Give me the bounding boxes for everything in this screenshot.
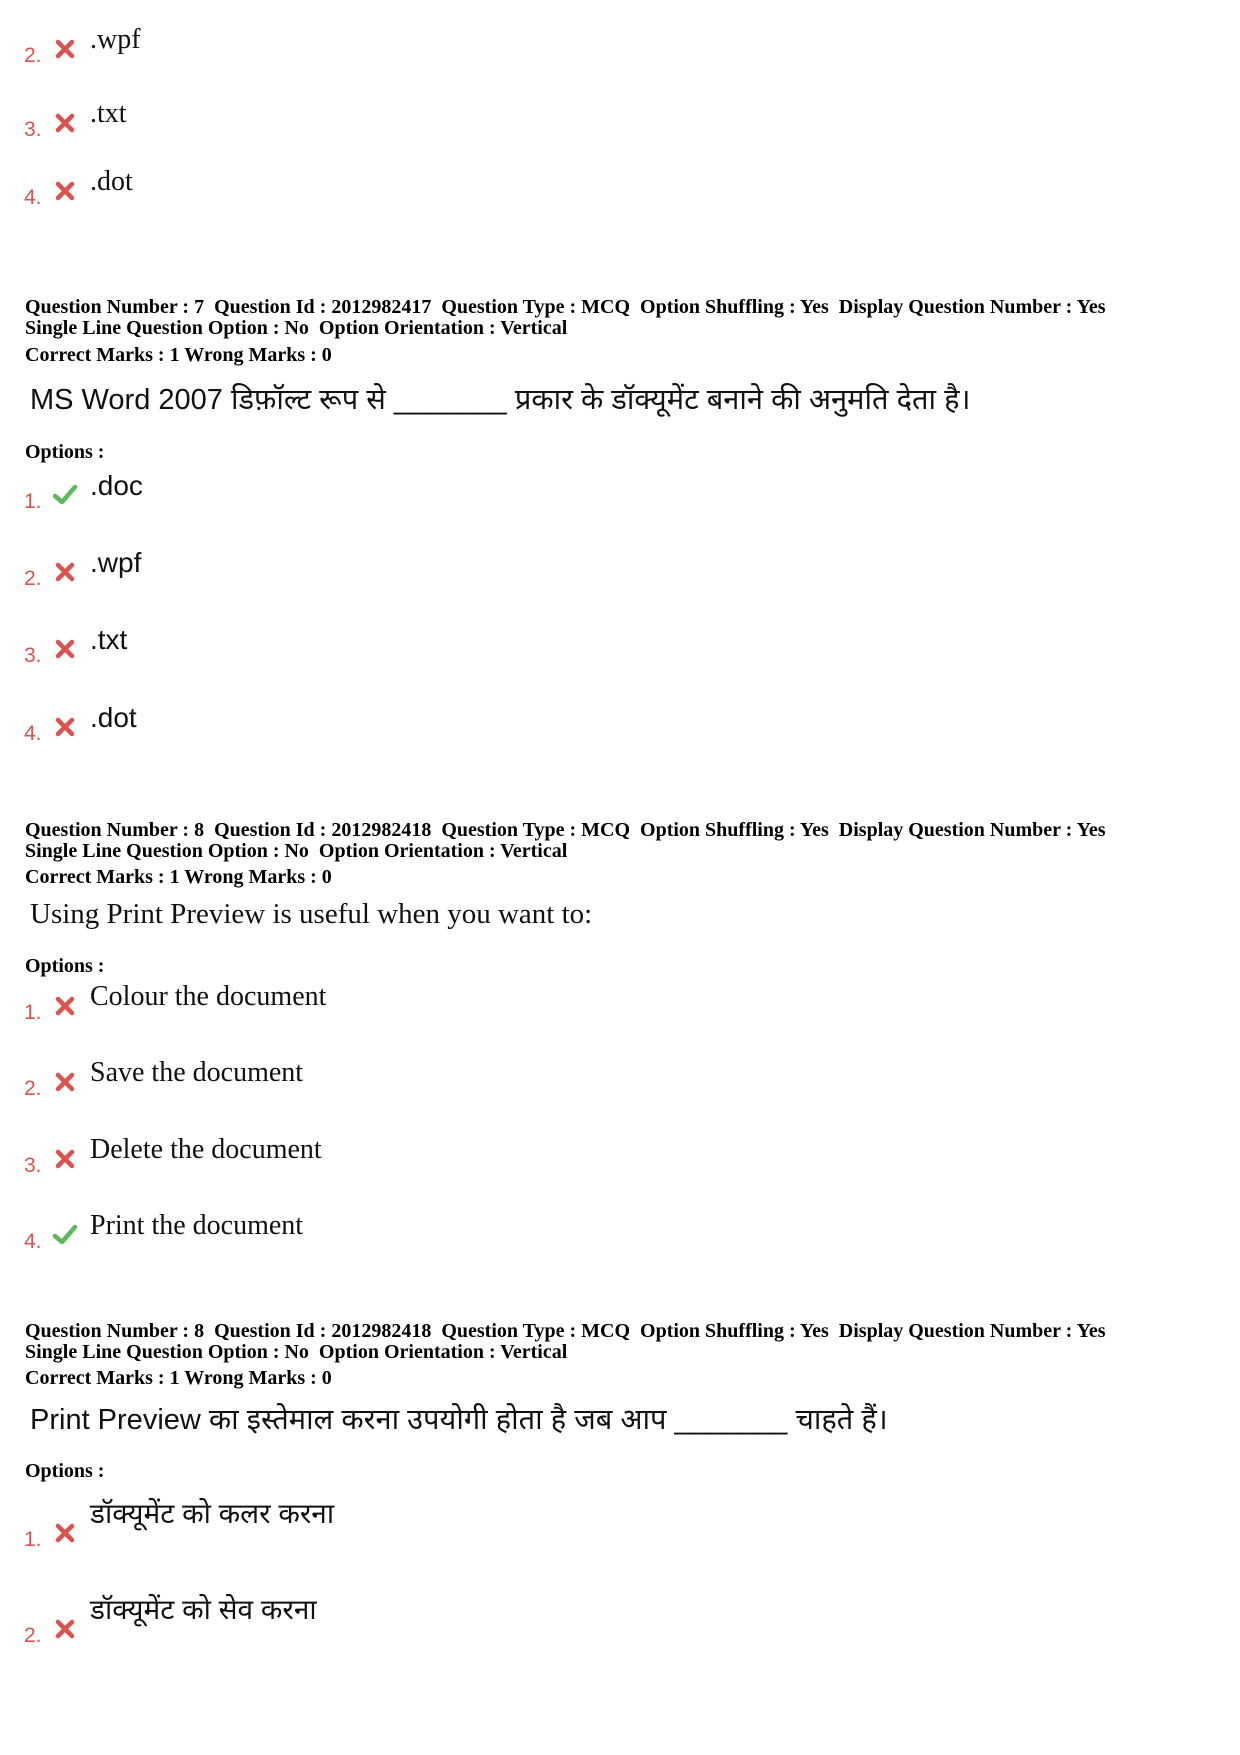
option-text: .txt — [90, 624, 128, 655]
option-text: .doc — [90, 470, 143, 501]
option-number: 4. — [24, 186, 42, 209]
cross-icon — [52, 1520, 78, 1546]
question-meta-line2: Single Line Question Option : No Option Orientation : Vertical — [25, 1341, 568, 1363]
option-number: 1. — [24, 490, 42, 513]
option-number: 1. — [24, 1528, 42, 1551]
options-label: Options : — [25, 441, 105, 463]
option-item — [24, 166, 924, 228]
option-text: .wpf — [90, 24, 141, 55]
option-item — [24, 1210, 924, 1272]
option-text: .txt — [90, 98, 127, 129]
question-meta-line1: Question Number : 8 Question Id : 2012982418 Question Type : MCQ Option Shuffling : Yes Display Question Number : Yes — [25, 1320, 1106, 1342]
option-number: 2. — [24, 1077, 42, 1100]
option-text: डॉक्यूमेंट को सेव करना — [90, 1594, 317, 1625]
option-text: Colour the document — [90, 981, 327, 1012]
question-meta-line2: Single Line Question Option : No Option Orientation : Vertical — [25, 317, 568, 339]
option-item — [24, 1134, 924, 1196]
question-meta — [25, 1321, 1225, 1363]
option-item — [24, 1057, 924, 1119]
option-number: 2. — [24, 1624, 42, 1647]
option-number: 4. — [24, 722, 42, 745]
question-marks: Correct Marks : 1 Wrong Marks : 0 — [25, 866, 332, 888]
option-item — [24, 24, 924, 86]
cross-icon — [52, 636, 78, 662]
options-label: Options : — [25, 955, 105, 977]
question-meta-line1: Question Number : 7 Question Id : 2012982417 Question Type : MCQ Option Shuffling : Yes Display Question Number : Yes — [25, 296, 1106, 318]
cross-icon — [52, 1616, 78, 1642]
question-text: Print Preview का इस्तेमाल करना उपयोगी होता है जब आप _______ चाहते हैं। — [30, 1404, 888, 1436]
option-item — [24, 981, 924, 1043]
option-text: .dot — [90, 702, 137, 733]
cross-icon — [52, 1069, 78, 1095]
option-text: Save the document — [90, 1057, 304, 1088]
question-meta — [25, 297, 1225, 339]
option-item — [24, 702, 924, 764]
cross-icon — [52, 559, 78, 585]
option-number: 3. — [24, 644, 42, 667]
option-item — [24, 470, 924, 532]
option-text: Print the document — [90, 1210, 304, 1241]
cross-icon — [52, 714, 78, 740]
option-text: Delete the document — [90, 1134, 322, 1165]
cross-icon — [52, 110, 78, 136]
cross-icon — [52, 993, 78, 1019]
option-number: 3. — [24, 118, 42, 141]
question-marks: Correct Marks : 1 Wrong Marks : 0 — [25, 344, 332, 366]
option-text: डॉक्यूमेंट को कलर करना — [90, 1498, 335, 1529]
option-number: 2. — [24, 44, 42, 67]
option-number: 1. — [24, 1001, 42, 1024]
question-text: Using Print Preview is useful when you want to: — [30, 898, 593, 930]
question-text: MS Word 2007 डिफ़ॉल्ट रूप से _______ प्रकार के डॉक्यूमेंट बनाने की अनुमति देता है। — [30, 384, 971, 416]
question-meta-line1: Question Number : 8 Question Id : 2012982418 Question Type : MCQ Option Shuffling : Yes Display Question Number : Yes — [25, 819, 1106, 841]
option-text: .wpf — [90, 547, 142, 578]
option-text: .dot — [90, 166, 133, 197]
question-meta-line2: Single Line Question Option : No Option Orientation : Vertical — [25, 840, 568, 862]
cross-icon — [52, 178, 78, 204]
question-meta — [25, 820, 1225, 862]
option-item — [24, 547, 924, 609]
option-item — [24, 98, 924, 160]
option-number: 4. — [24, 1230, 42, 1253]
option-item — [24, 1498, 924, 1570]
option-number: 3. — [24, 1154, 42, 1177]
check-icon — [52, 482, 78, 508]
question-marks: Correct Marks : 1 Wrong Marks : 0 — [25, 1367, 332, 1389]
option-number: 2. — [24, 567, 42, 590]
cross-icon — [52, 1146, 78, 1172]
option-item — [24, 1594, 924, 1666]
option-item — [24, 624, 924, 686]
cross-icon — [52, 36, 78, 62]
check-icon — [52, 1222, 78, 1248]
options-label: Options : — [25, 1460, 105, 1482]
